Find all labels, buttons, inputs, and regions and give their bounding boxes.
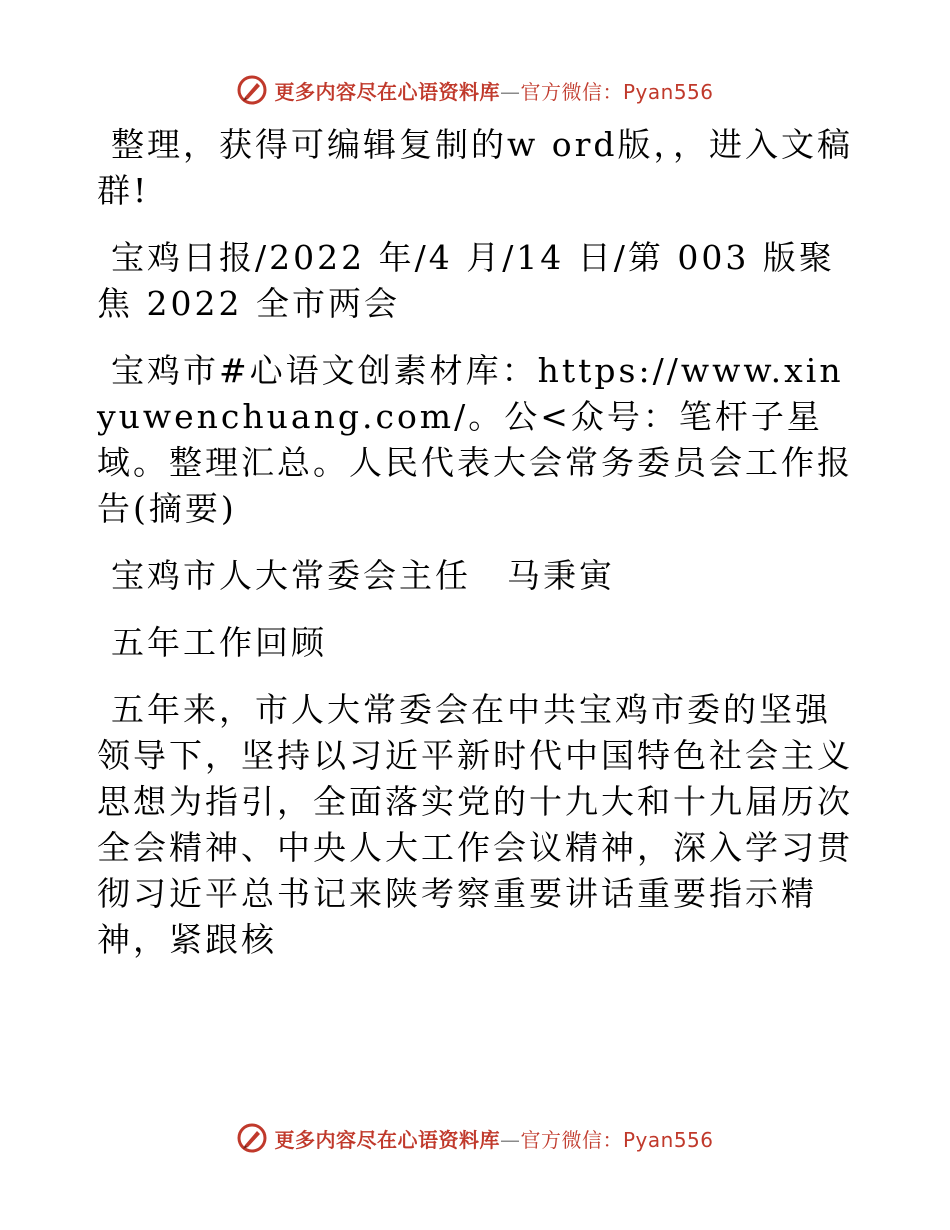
- watermark-main: 更多内容尽在心语资料库: [274, 79, 500, 104]
- paragraph-source: 宝鸡日报/2022 年/4 月/14 日/第 003 版聚焦 2022 全市两会: [97, 238, 835, 323]
- pen-circle-logo-icon: [236, 1122, 268, 1154]
- paragraph-body: 五年来，市人大常委会在中共宝鸡市委的坚强领导下，坚持以习近平新时代中国特色社会主义思想为指引，全面落实党的十九大和十九届历次全会精神、中央人大工作会议精神，深入学习贯彻习近平总书记来陕考察重要讲话重要指示精神，紧跟核: [97, 690, 853, 959]
- watermark-dash: —: [499, 1127, 521, 1152]
- watermark-sub: 官方微信：: [520, 1127, 623, 1152]
- paragraph-author: 宝鸡市人大常委会主任 马秉寅: [111, 556, 615, 595]
- watermark-text: [274, 76, 713, 105]
- pen-circle-logo-icon: [236, 74, 268, 106]
- document-body: [97, 122, 857, 984]
- paragraph-url-title: 宝鸡市#心语文创素材库：https://www.xinyuwenchuang.com/。公<众号：笔杆子星域。整理汇总。人民代表大会常务委员会工作报告(摘要): [97, 351, 853, 528]
- footer-watermark: [0, 1118, 950, 1158]
- watermark-main: 更多内容尽在心语资料库: [274, 1127, 500, 1152]
- watermark-id: Pyan556: [622, 79, 714, 104]
- watermark-id: Pyan556: [622, 1127, 714, 1152]
- watermark-text: [274, 1124, 713, 1153]
- header-watermark: [0, 70, 950, 110]
- section-heading: 五年工作回顾: [111, 623, 327, 662]
- watermark-dash: —: [499, 79, 521, 104]
- watermark-sub: 官方微信：: [520, 79, 623, 104]
- paragraph-intro: 整理，获得可编辑复制的w ord版，，进入文稿群!: [97, 125, 854, 210]
